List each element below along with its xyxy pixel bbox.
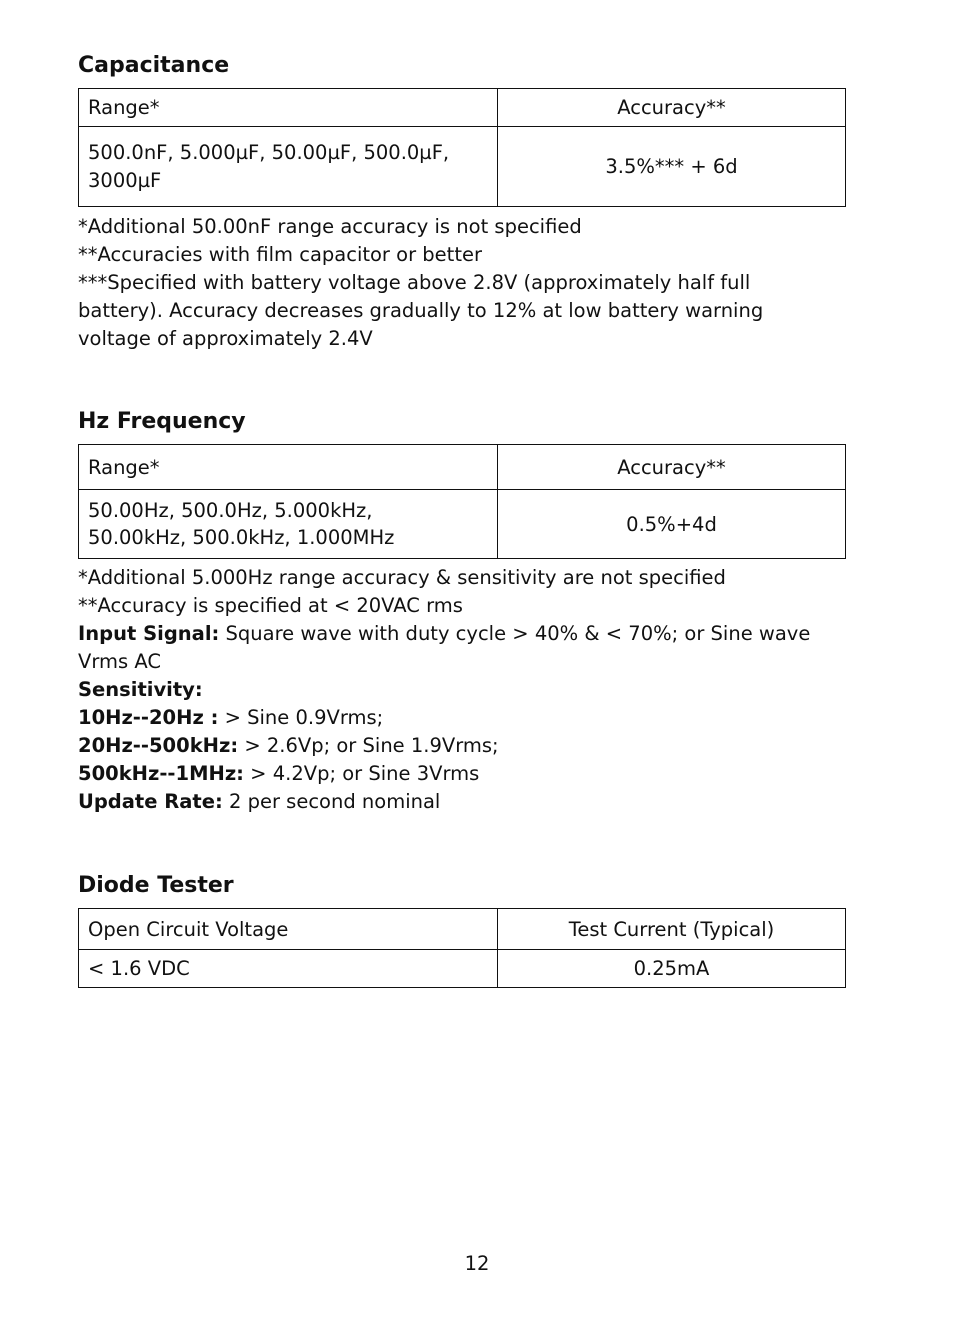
frequency-title: Hz Frequency [78, 409, 246, 434]
sensitivity-row [78, 704, 846, 732]
update-rate-label: Update Rate: [78, 790, 223, 813]
header-range: Range* [79, 445, 498, 490]
table-header-row [79, 445, 846, 490]
header-test-current: Test Current (Typical) [498, 909, 846, 950]
diode-title: Diode Tester [78, 873, 234, 898]
sensitivity-range: 20Hz--500kHz: [78, 734, 239, 757]
note: battery). Accuracy decreases gradually to 12% at low battery warning [78, 299, 764, 322]
range-line-1: 50.00Hz, 500.0Hz, 5.000kHz, [88, 499, 373, 522]
sensitivity-label: Sensitivity: [78, 678, 203, 701]
cell-open-circuit-voltage: < 1.6 VDC [79, 950, 498, 988]
table-row [79, 127, 846, 207]
input-signal-label: Input Signal: [78, 622, 220, 645]
range-line-1: 500.0nF, 5.000µF, 50.00µF, 500.0µF, [88, 140, 450, 164]
cell-range [79, 127, 498, 207]
cell-accuracy: 0.5%+4d [498, 490, 846, 559]
sensitivity-value: > 4.2Vp; or Sine 3Vrms [243, 762, 480, 785]
note: *Additional 50.00nF range accuracy is not specified [78, 215, 582, 238]
note: *Additional 5.000Hz range accuracy & sensitivity are not specified [78, 566, 726, 589]
header-accuracy: Accuracy** [498, 89, 846, 127]
sensitivity-row [78, 760, 846, 788]
cell-range [79, 490, 498, 559]
capacitance-title: Capacitance [78, 53, 230, 78]
sensitivity-value: > 2.6Vp; or Sine 1.9Vrms; [238, 734, 499, 757]
table-header-row [79, 89, 846, 127]
update-rate-line [78, 788, 846, 816]
capacitance-notes [78, 213, 846, 353]
input-signal-value: Square wave with duty cycle > 40% & < 70%; or Sine wave [219, 622, 811, 645]
update-rate-value: 2 per second nominal [222, 790, 441, 813]
note: voltage of approximately 2.4V [78, 327, 373, 350]
table-header-row [79, 909, 846, 950]
frequency-table [78, 444, 846, 559]
note: **Accuracies with film capacitor or better [78, 243, 482, 266]
header-open-circuit-voltage: Open Circuit Voltage [79, 909, 498, 950]
frequency-notes [78, 564, 846, 816]
header-range: Range* [79, 89, 498, 127]
header-accuracy: Accuracy** [498, 445, 846, 490]
diode-table [78, 908, 846, 988]
note: **Accuracy is specified at < 20VAC rms [78, 594, 463, 617]
page-number: 12 [464, 1252, 490, 1275]
cell-accuracy: 3.5%*** + 6d [498, 127, 846, 207]
sensitivity-row [78, 732, 846, 760]
table-row [79, 950, 846, 988]
range-line-2: 3000µF [88, 168, 162, 192]
sensitivity-range: 500kHz--1MHz: [78, 762, 244, 785]
sensitivity-range: 10Hz--20Hz : [78, 706, 219, 729]
note: ***Specified with battery voltage above 2.8V (approximately half full [78, 271, 751, 294]
input-signal-cont: Vrms AC [78, 650, 161, 673]
cell-test-current: 0.25mA [498, 950, 846, 988]
input-signal-line [78, 620, 846, 648]
capacitance-table [78, 88, 846, 207]
range-line-2: 50.00kHz, 500.0kHz, 1.000MHz [88, 526, 395, 549]
sensitivity-line [78, 676, 846, 704]
table-row [79, 490, 846, 559]
sensitivity-value: > Sine 0.9Vrms; [218, 706, 384, 729]
